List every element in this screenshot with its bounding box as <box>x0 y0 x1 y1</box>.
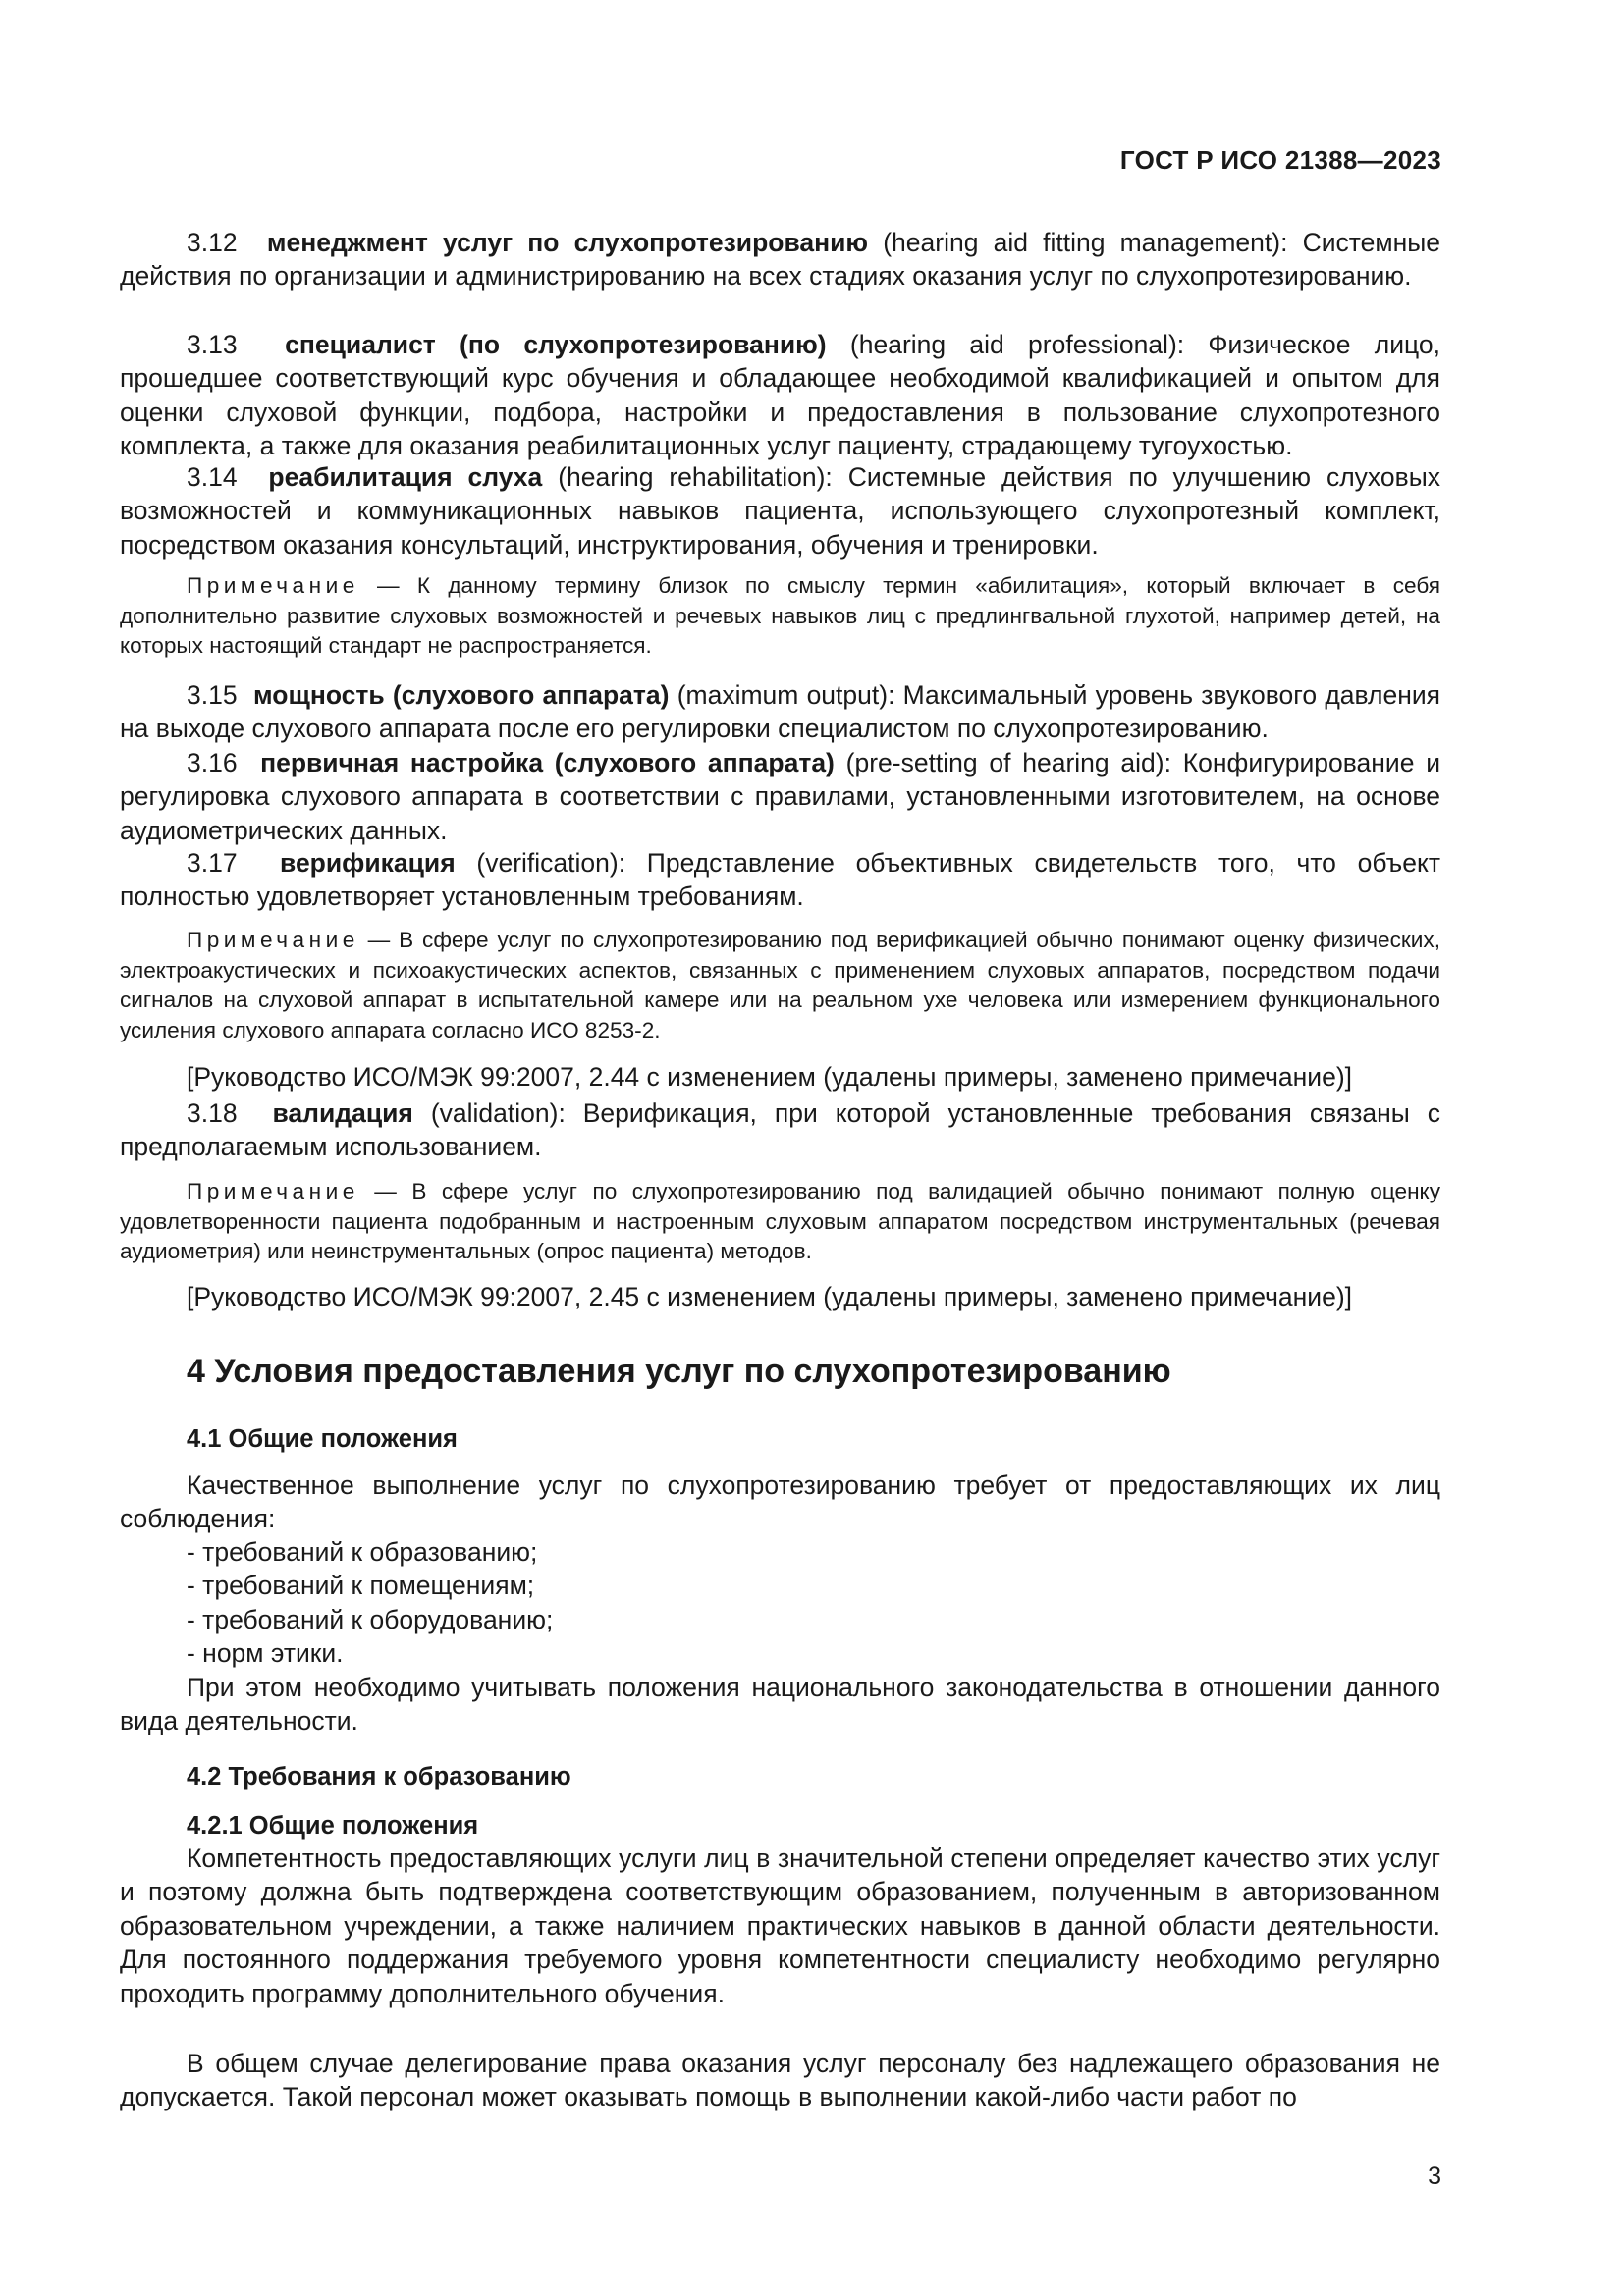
term-3-16 <box>120 746 1440 847</box>
note-text: — В сфере услуг по слухопротезированию под верификацией обычно понимают оценку физических, электроакустических и психоакустических аспектов, связанных с применением слуховых аппаратов, посредством подачи сигналов на слуховой аппарат в испытательной камере или на реальном ухе человека или измерением функционального усиления слухового аппарата согласно ИСО 8253-2. <box>120 928 1440 1042</box>
note-3-17 <box>120 926 1440 1045</box>
note-3-14 <box>120 571 1440 662</box>
term-name: верификация <box>280 848 456 878</box>
note-label: Примечание <box>187 1179 359 1203</box>
section-4-heading: 4 Условия предоставления услуг по слухопротезированию <box>187 1353 1171 1390</box>
term-3-13 <box>120 328 1440 463</box>
term-number: 3.14 <box>187 462 238 492</box>
section-4-1-heading: 4.1 Общие положения <box>187 1425 458 1453</box>
term-number: 3.13 <box>187 330 238 359</box>
term-number: 3.17 <box>187 848 238 878</box>
term-definition: (hearing rehabilitation): Системные действия по улучшению слуховых возможностей и коммуникационных навыков пациента, использующего слухопротезный комплект, посредством оказания консультаций, инструктирования, обучения и тренировки. <box>120 462 1440 560</box>
term-3-15 <box>120 678 1440 746</box>
note-text: — К данному термину близок по смыслу термин «абилитация», который включает в себя дополнительно развитие слуховых возможностей и речевых навыков лиц с предлингвальной глухотой, например детей, на которых настоящий стандарт не распространяется. <box>120 573 1440 658</box>
document-header: ГОСТ Р ИСО 21388—2023 <box>1119 145 1441 175</box>
term-definition: (validation): Верификация, при которой установленные требования связаны с предполагаемым использованием. <box>120 1098 1440 1162</box>
term-definition: (hearing aid professional): Физическое лицо, прошедшее соответствующий курс обучения и обладающее необходимой квалификацией и опытом для оценки слуховой функции, подбора, настройки и предоставления в пользование слухопротезного комплекта, а также для оказания реабилитационных услуг пациенту, страдающему тугоухостью. <box>120 330 1440 461</box>
list-item: - требований к образованию; <box>187 1537 538 1567</box>
term-definition: (maximum output): Максимальный уровень звукового давления на выходе слухового аппарата после его регулировки специалистом по слухопротезированию. <box>120 680 1440 744</box>
note-3-18 <box>120 1177 1440 1267</box>
term-definition: (pre-setting of hearing aid): Конфигурирование и регулировка слухового аппарата в соответствии с правилами, установленными изготовителем, на основе аудиометрических данных. <box>120 748 1440 845</box>
page-number: 3 <box>1428 2163 1441 2190</box>
term-name: специалист (по слухопротезированию) <box>285 330 827 359</box>
term-number: 3.15 <box>187 680 238 710</box>
section-4-2-heading: 4.2 Требования к образованию <box>187 1763 571 1790</box>
list-item: - требований к оборудованию; <box>187 1604 554 1634</box>
reference-3-18: [Руководство ИСО/МЭК 99:2007, 2.45 с изменением (удалены примеры, заменено примечание)] <box>187 1282 1353 1311</box>
paragraph-4-2-1-delegation: В общем случае делегирование права оказания услуг персоналу без надлежащего образования не допускается. Такой персонал может оказывать помощь в выполнении какой-либо части работ по <box>120 2049 1440 2112</box>
term-name: мощность (слухового аппарата) <box>253 680 670 710</box>
term-3-14 <box>120 460 1440 561</box>
paragraph-4-1-legislation: При этом необходимо учитывать положения национального законодательства в отношении данного вида деятельности. <box>120 1673 1440 1736</box>
paragraph-4-2-1-competence: Компетентность предоставляющих услуги лиц в значительной степени определяет качество этих услуг и поэтому должна быть подтверждена соответствующим образованием, полученным в авторизованном образовательном учреждении, а также наличием практических навыков в данной области деятельности. Для постоянного поддержания требуемого уровня компетентности специалисту необходимо регулярно проходить программу дополнительного обучения. <box>120 1843 1440 2008</box>
requirements-list <box>187 1535 553 1671</box>
term-number: 3.18 <box>187 1098 238 1128</box>
note-text: — В сфере услуг по слухопротезированию под валидацией обычно понимают полную оценку удовлетворенности пациента подобранным и настроенным слуховым аппаратом посредством инструментальных (речевая аудиометрия) или неинструментальных (опрос пациента) методов. <box>120 1179 1440 1263</box>
term-3-17 <box>120 846 1440 914</box>
term-number: 3.16 <box>187 748 238 777</box>
list-item: - требований к помещениям; <box>187 1571 535 1601</box>
list-item: - норм этики. <box>187 1638 344 1669</box>
term-3-12 <box>120 226 1440 294</box>
term-definition: (verification): Представление объективных свидетельств того, что объект полностью удовлетворяет установленным требованиям. <box>120 848 1440 912</box>
term-name: валидация <box>272 1098 413 1128</box>
term-3-18 <box>120 1096 1440 1164</box>
term-number: 3.12 <box>187 228 238 257</box>
paragraph-4-1-intro: Качественное выполнение услуг по слухопротезированию требует от предоставляющих их лиц соблюдения: <box>120 1470 1440 1534</box>
term-name: менеджмент услуг по слухопротезированию <box>266 228 869 257</box>
reference-3-17: [Руководство ИСО/МЭК 99:2007, 2.44 с изменением (удалены примеры, заменено примечание)] <box>187 1062 1353 1092</box>
note-label: Примечание <box>187 928 359 952</box>
term-definition: (hearing aid fitting management): Системные действия по организации и администрированию на всех стадиях оказания услуг по слухопротезированию. <box>120 228 1441 292</box>
term-name: первичная настройка (слухового аппарата) <box>260 748 835 777</box>
note-label: Примечание <box>187 573 359 598</box>
section-4-2-1-heading: 4.2.1 Общие положения <box>187 1812 479 1840</box>
term-name: реабилитация слуха <box>268 462 543 492</box>
